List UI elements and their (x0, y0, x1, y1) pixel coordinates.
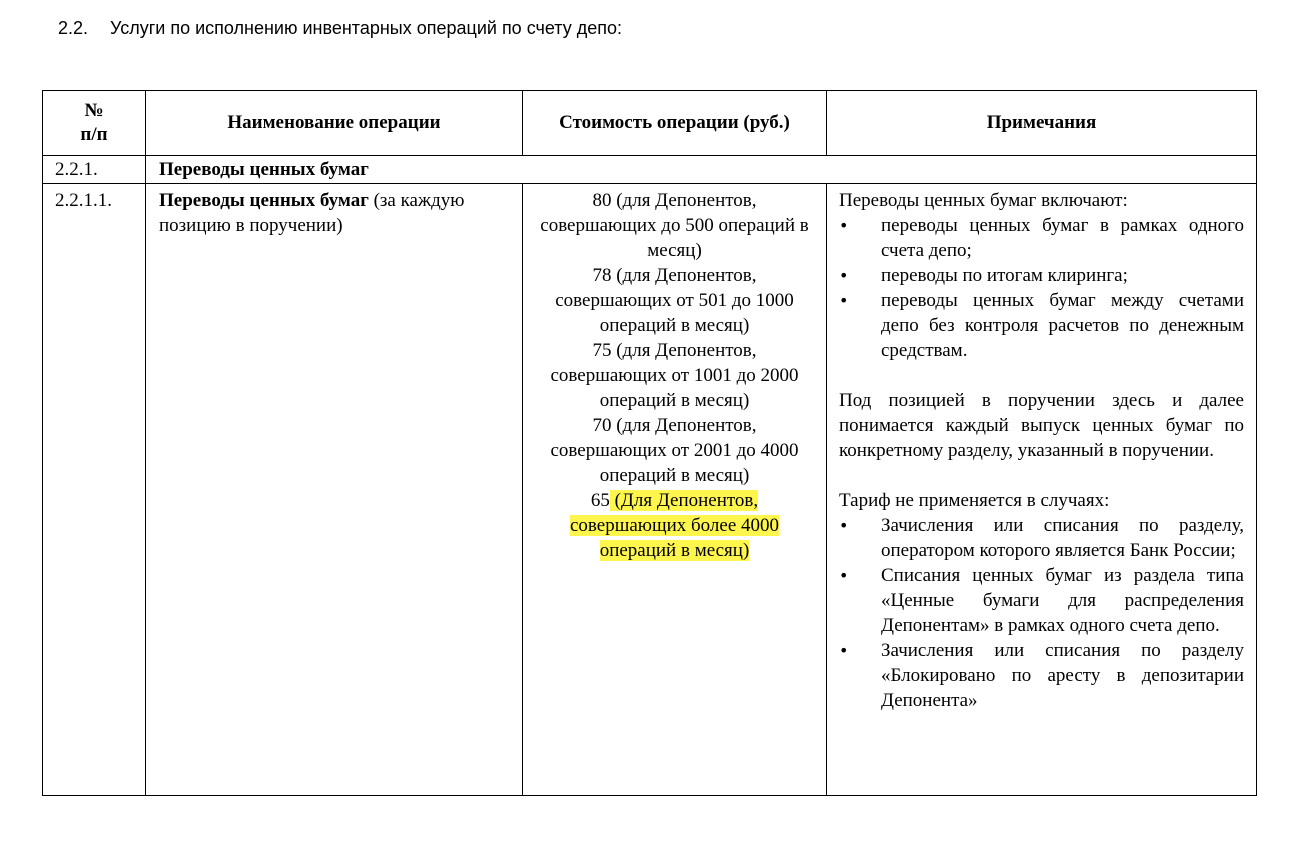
header-number (43, 91, 146, 156)
header-notes: Примечания (827, 91, 1257, 156)
table-row (43, 184, 1257, 796)
cost-entry (533, 338, 816, 413)
item-name-bold: Переводы ценных бумаг (159, 190, 369, 211)
header-operation-name: Наименование операции (146, 91, 523, 156)
cost-entry (533, 413, 816, 488)
list-item: • переводы по итогам клиринга; (839, 263, 1244, 288)
spacer (839, 363, 1244, 388)
cost-price: 65 (590, 490, 610, 511)
header-number-line2: п/п (80, 124, 108, 145)
item-number: 2.2.1.1. (43, 184, 146, 796)
item-notes (827, 184, 1257, 796)
cost-condition-highlighted: (Для Депонентов, совершающих более 4000 операций в месяц) (569, 490, 780, 561)
group-number: 2.2.1. (43, 156, 146, 184)
notes-intro: Переводы ценных бумаг включают: (839, 190, 1128, 211)
tariff-table (42, 90, 1257, 796)
cost-entry-highlighted (533, 488, 816, 563)
header-number-line1: № (84, 100, 104, 121)
cost-condition: (для Депонентов, совершающих от 1001 до 2000 операций в месяц) (550, 340, 799, 411)
cost-condition: (для Депонентов, совершающих от 2001 до 4000 операций в месяц) (550, 415, 799, 486)
cost-price: 70 (592, 415, 612, 436)
notes-exceptions-intro: Тариф не применяется в случаях: (839, 490, 1110, 511)
section-heading (58, 16, 622, 41)
notes-includes-list (839, 213, 1244, 363)
notes-exceptions-list (839, 513, 1244, 713)
group-name: Переводы ценных бумаг (146, 156, 1257, 184)
group-row (43, 156, 1257, 184)
list-item: • Зачисления или списания по разделу, оператором которого является Банк России; (839, 513, 1244, 563)
item-name (146, 184, 523, 796)
section-title: Услуги по исполнению инвентарных операций по счету депо: (110, 18, 623, 38)
cost-price: 78 (592, 265, 612, 286)
cost-price: 75 (592, 340, 612, 361)
cost-entry (533, 263, 816, 338)
cost-condition: (для Депонентов, совершающих от 501 до 1000 операций в месяц) (555, 265, 794, 336)
table-header-row (43, 91, 1257, 156)
list-item: • переводы ценных бумаг между счетами депо без контроля расчетов по денежным средствам. (839, 288, 1244, 363)
cost-price: 80 (592, 190, 612, 211)
item-cost (523, 184, 827, 796)
list-item: • переводы ценных бумаг в рамках одного счета депо; (839, 213, 1244, 263)
list-item: • Зачисления или списания по разделу «Блокировано по аресту в депозитарии Депонента» (839, 638, 1244, 713)
notes-position-definition: Под позицией в поручении здесь и далее понимается каждый выпуск ценных бумаг по конкретному разделу, указанный в поручении. (839, 390, 1244, 461)
header-operation-cost: Стоимость операции (руб.) (523, 91, 827, 156)
item-name-rest: (за каждую позицию в поручении) (159, 190, 465, 236)
cost-entry (533, 188, 816, 263)
list-item: • Списания ценных бумаг из раздела типа «Ценные бумаги для распределения Депонентам» в рамках одного счета депо. (839, 563, 1244, 638)
section-number: 2.2. (58, 18, 89, 38)
spacer (839, 463, 1244, 488)
cost-condition: (для Депонентов, совершающих до 500 операций в месяц) (540, 190, 809, 261)
